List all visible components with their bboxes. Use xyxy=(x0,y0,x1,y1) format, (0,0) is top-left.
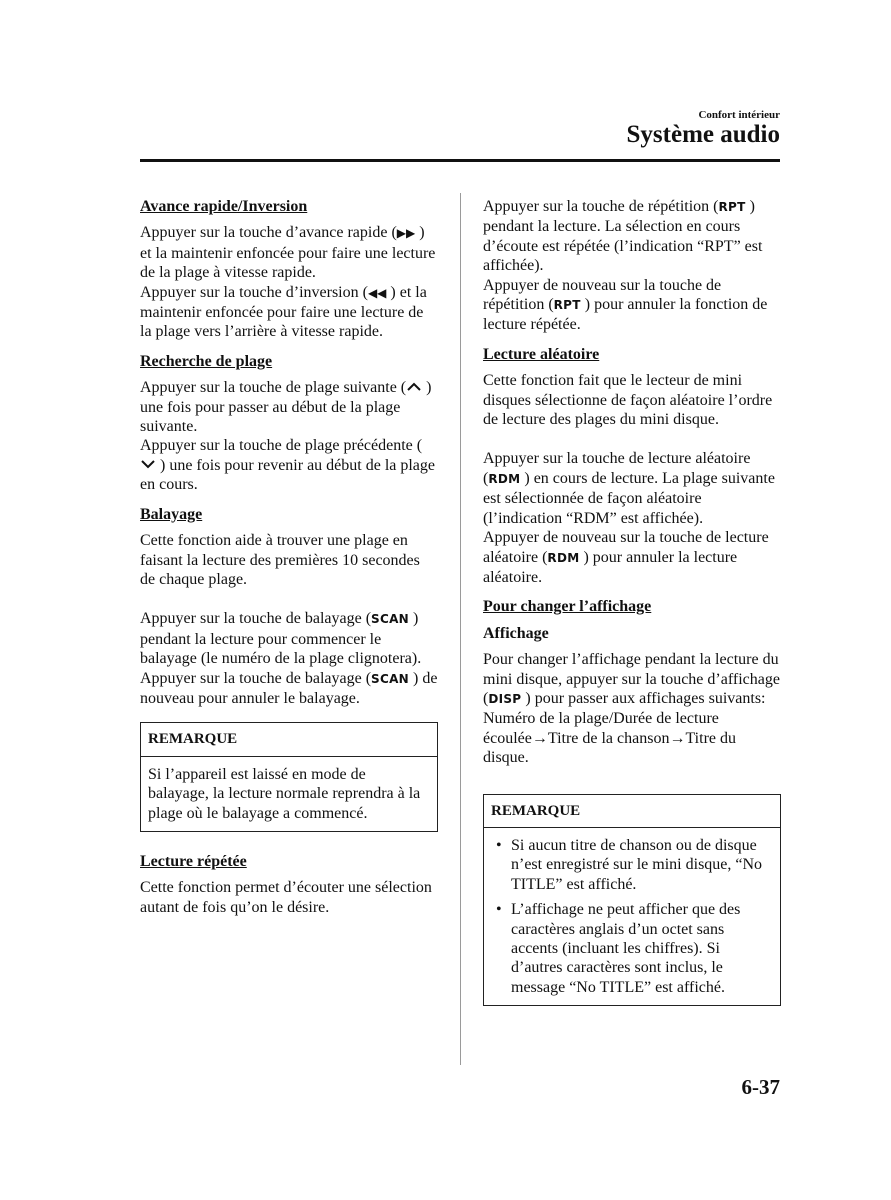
paragraph-scan-cancel: Appuyer sur la touche de balayage (SCAN ) de nouveau pour annuler le balayage. xyxy=(140,669,438,707)
rpt-key-label: RPT xyxy=(718,200,746,214)
page-number: 6-37 xyxy=(741,1075,780,1099)
chevron-up-icon xyxy=(406,381,422,391)
column-divider xyxy=(460,193,461,1065)
left-column xyxy=(140,197,438,917)
heading-change-display: Pour changer l’affichage xyxy=(483,598,652,616)
heading-scan: Balayage xyxy=(140,505,203,523)
paragraph-rewind: Appuyer sur la touche d’inversion (◀◀ ) et la maintenir enfoncée pour faire une lecture de la plage vers l’arrière à vitesse rapide. xyxy=(140,283,427,341)
heading-track-search: Recherche de plage xyxy=(140,352,273,370)
heading-repeat: Lecture répétée xyxy=(140,852,247,870)
rewind-icon: ◀◀ xyxy=(367,285,387,300)
fast-forward-icon: ▶▶ xyxy=(396,226,416,241)
scan-key-label: SCAN xyxy=(371,671,409,686)
paragraph-previous-track: Appuyer sur la touche de plage précédente ( ) une fois pour revenir au début de la plage en cours. xyxy=(140,437,436,494)
paragraph-display-sequence: Numéro de la plage/Durée de lecture écoulée→Titre de la chanson→Titre du disque. xyxy=(483,710,736,767)
note-list-item: • Si aucun titre de chanson ou de disque n’est enregistré sur le mini disque, “No TITLE” est affiché. xyxy=(491,836,773,894)
scan-key-label: SCAN xyxy=(371,612,409,627)
header-rule xyxy=(140,159,780,162)
paragraph-scan-start: Appuyer sur la touche de balayage (SCAN ) pendant la lecture pour commencer le balayage (le numéro de la plage clignotera). xyxy=(140,610,422,668)
heading-random: Lecture aléatoire xyxy=(483,345,600,363)
note-text: Si l’appareil est laissé en mode de balayage, la lecture normale reprendra à la plage où le balayage a commencé. xyxy=(148,765,421,822)
paragraph-repeat-cancel: Appuyer de nouveau sur la touche de répétition (RPT ) pour annuler la fonction de lecture répétée. xyxy=(483,276,768,334)
note-list xyxy=(491,836,773,997)
chevron-down-icon xyxy=(140,459,156,469)
paragraph-repeat-start: Appuyer sur la touche de répétition (RPT ) pendant la lecture. La sélection en cours d’écoute est répétée (l’indication “RPT” est affichée). xyxy=(483,198,763,275)
section-label: Confort intérieur xyxy=(698,109,780,121)
disp-key-label: DISP xyxy=(488,691,522,706)
paragraph-fast-forward: Appuyer sur la touche d’avance rapide (▶▶ ) et la maintenir enfoncée pour faire une lecture de la plage à vitesse rapide. xyxy=(140,224,436,282)
note-list-item: • L’affichage ne peut afficher que des caractères anglais d’un octet sans accents (incluant les chiffres). Si d’autres caractères sont inclus, le message “No TITLE” est affiché. xyxy=(491,900,773,997)
rdm-key-label: RDM xyxy=(547,550,580,565)
note-box-scan xyxy=(140,722,438,832)
paragraph-display: Pour changer l’affichage pendant la lecture du mini disque, appuyer sur la touche d’affichage (DISP ) pour passer aux affichages suivants: xyxy=(483,651,780,707)
note-title: REMARQUE xyxy=(484,795,780,828)
paragraph-scan-intro: Cette fonction aide à trouver une plage en faisant la lecture des premières 10 secondes de chaque plage. xyxy=(140,532,420,588)
paragraph-repeat-intro: Cette fonction permet d’écouter une sélection autant de fois qu’on le désire. xyxy=(140,879,432,916)
paragraph-next-track: Appuyer sur la touche de plage suivante ( ) une fois pour passer au début de la plage suivante. xyxy=(140,379,432,436)
paragraph-random-intro: Cette fonction fait que le lecteur de mini disques sélectionne de façon aléatoire l’ordre de lecture des plages du mini disque. xyxy=(483,372,773,429)
rdm-key-label: RDM xyxy=(488,471,521,486)
subheading-display: Affichage xyxy=(483,624,549,642)
right-column xyxy=(483,197,781,1006)
rpt-key-label: RPT xyxy=(553,298,581,313)
heading-fast-forward-rewind: Avance rapide/Inversion xyxy=(140,198,308,215)
note-body xyxy=(484,828,780,1005)
page-title: Système audio xyxy=(626,121,780,148)
paragraph-random-start: Appuyer sur la touche de lecture aléatoire (RDM ) en cours de lecture. La plage suivante est sélectionnée de façon aléatoire (l’indication “RDM” est affichée). xyxy=(483,450,775,527)
note-title: REMARQUE xyxy=(141,723,437,756)
note-box-display xyxy=(483,794,781,1007)
paragraph-random-cancel: Appuyer de nouveau sur la touche de lecture aléatoire (RDM ) pour annuler la lecture aléatoire. xyxy=(483,529,769,586)
